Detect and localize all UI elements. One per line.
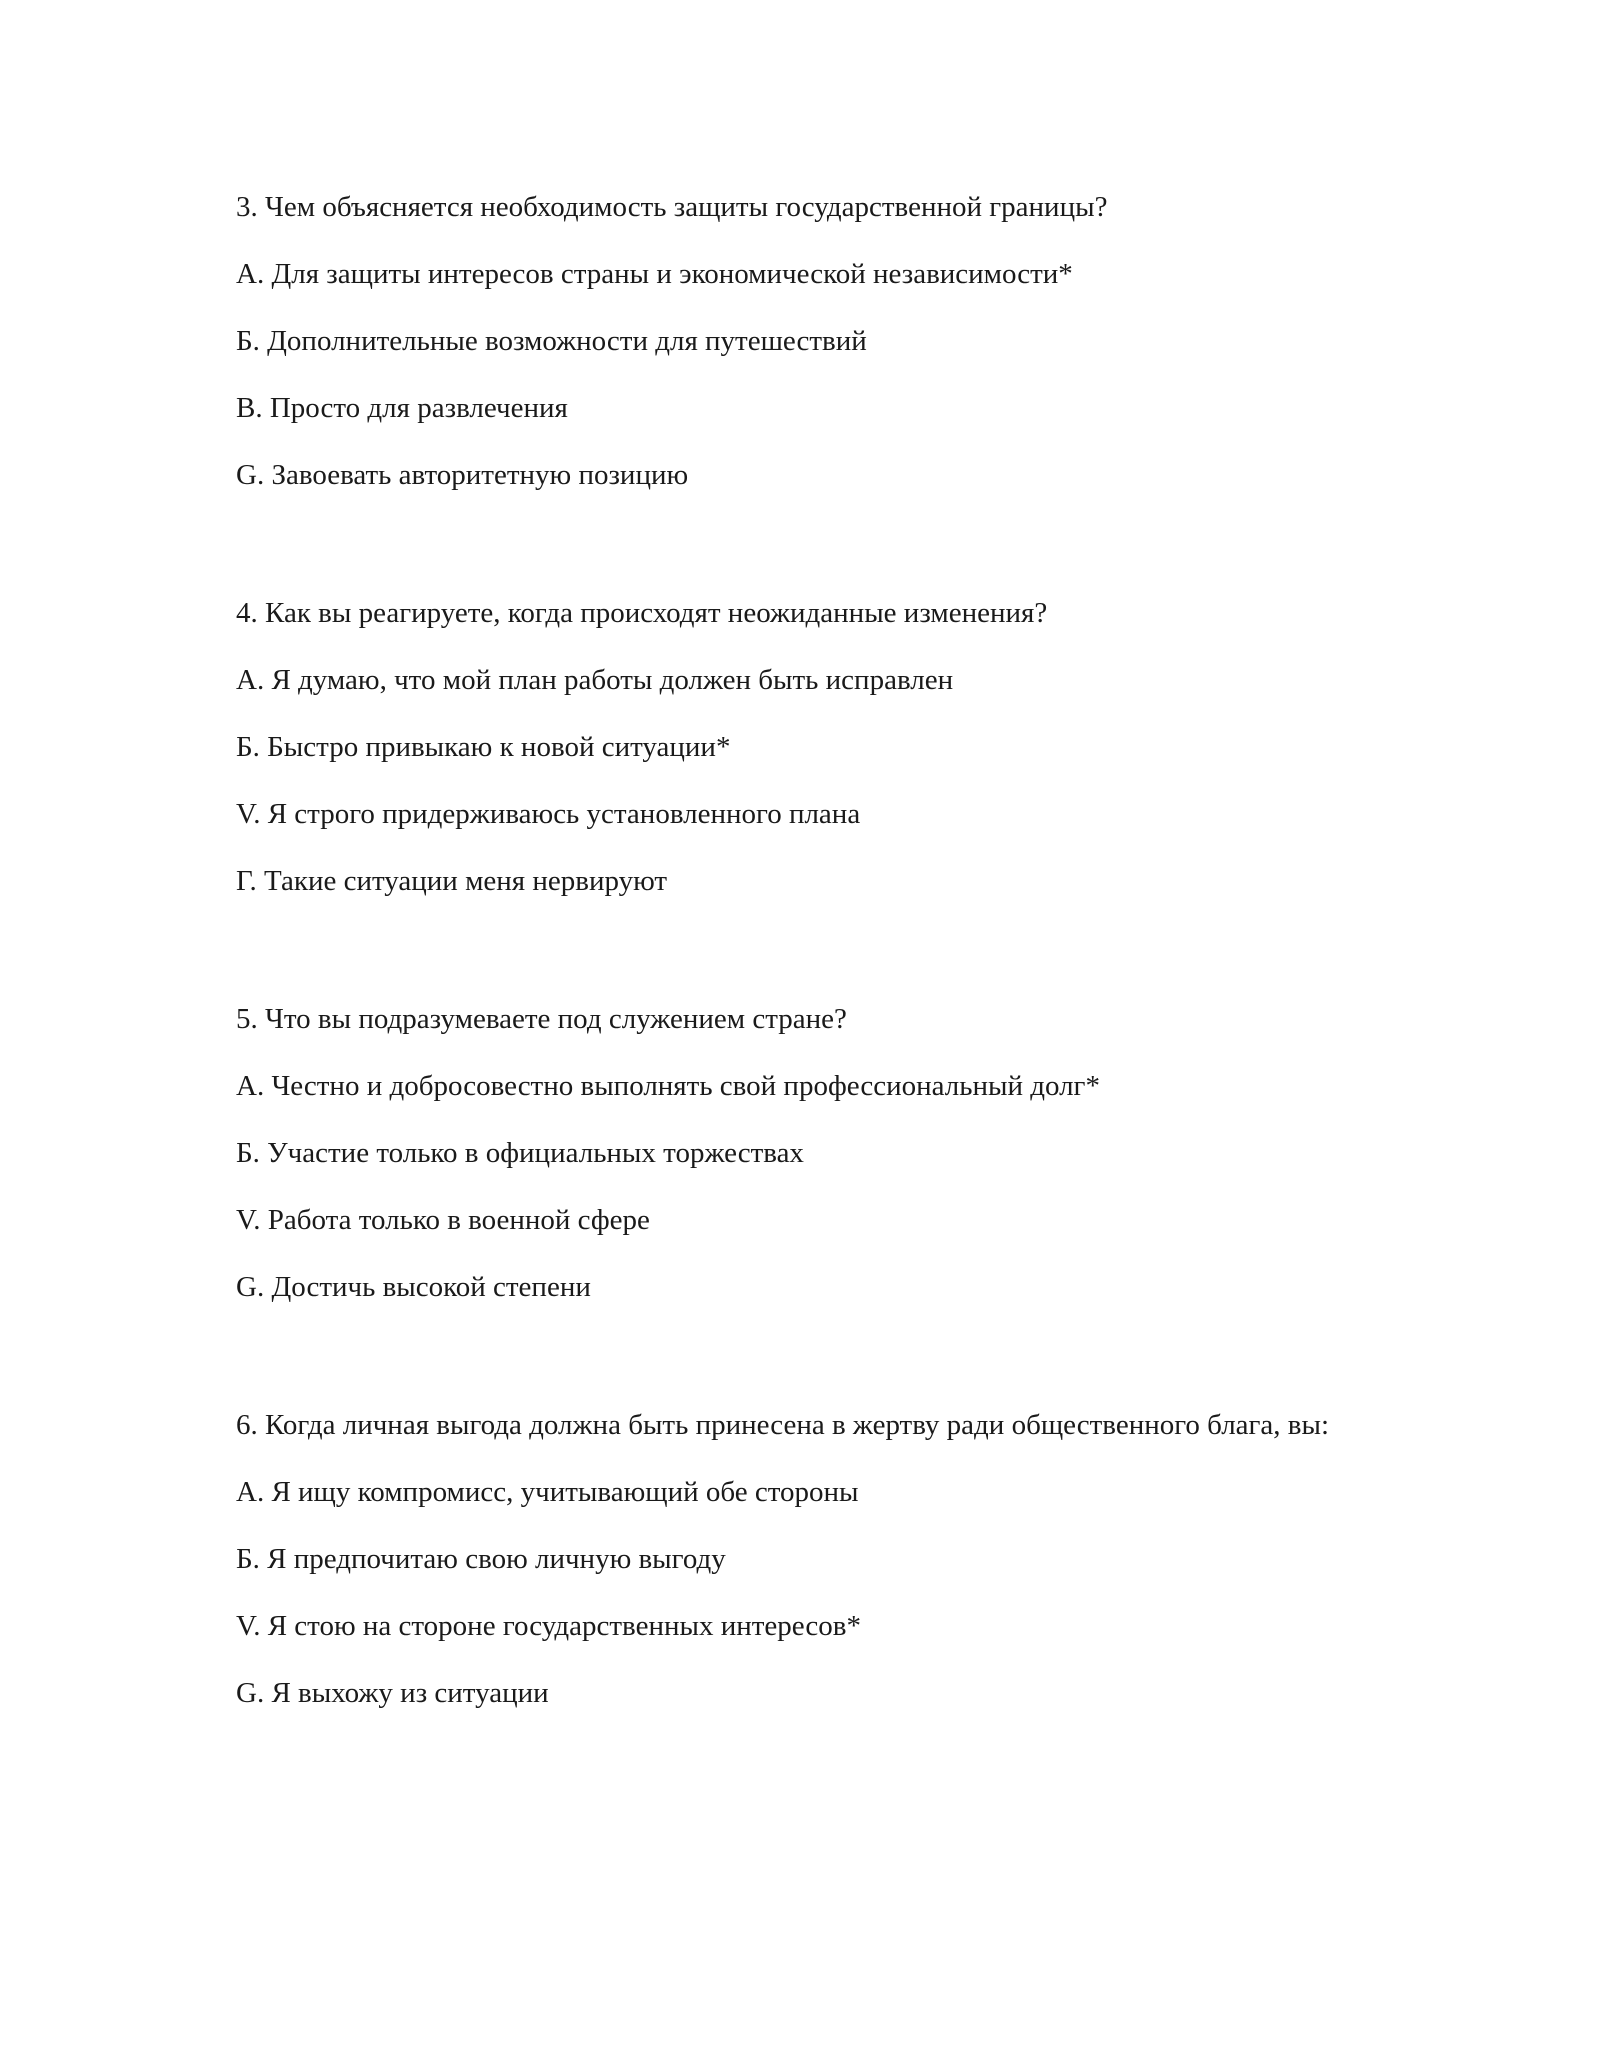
answer-option-c: В. Просто для развлечения	[236, 392, 568, 424]
question-text: 4. Как вы реагируете, когда происходят неожиданные изменения?	[236, 597, 1048, 629]
answer-option-a: A. Я ищу компромисс, учитывающий обе стороны	[236, 1476, 859, 1508]
question-text: 5. Что вы подразумеваете под служением стране?	[236, 1003, 847, 1035]
answer-option-c: V. Я стою на стороне государственных интересов*	[236, 1610, 861, 1642]
answer-option-c: V. Работа только в военной сфере	[236, 1204, 650, 1236]
question-text: 6. Когда личная выгода должна быть принесена в жертву ради общественного блага, вы:	[236, 1409, 1330, 1441]
answer-option-b: Б. Быстро привыкаю к новой ситуации*	[236, 731, 731, 763]
answer-option-b: Б. Я предпочитаю свою личную выгоду	[236, 1543, 726, 1575]
question-text: 3. Чем объясняется необходимость защиты государственной границы?	[236, 191, 1108, 223]
question-block-5	[236, 999, 1336, 1334]
answer-option-d: G. Я выхожу из ситуации	[236, 1677, 549, 1709]
answer-option-b: Б. Участие только в официальных торжествах	[236, 1137, 804, 1169]
answer-option-c: V. Я строго придерживаюсь установленного плана	[236, 798, 861, 830]
answer-option-a: A. Я думаю, что мой план работы должен быть исправлен	[236, 664, 954, 696]
answer-option-b: Б. Дополнительные возможности для путешествий	[236, 325, 867, 357]
answer-option-a: A. Для защиты интересов страны и экономической независимости*	[236, 258, 1073, 290]
question-block-4	[236, 593, 1336, 928]
answer-option-d: G. Достичь высокой степени	[236, 1271, 591, 1303]
answer-option-d: Г. Такие ситуации меня нервируют	[236, 865, 668, 897]
question-block-3	[236, 187, 1336, 522]
question-block-6	[236, 1405, 1336, 1740]
answer-option-d: G. Завоевать авторитетную позицию	[236, 459, 689, 491]
answer-option-a: A. Честно и добросовестно выполнять свой профессиональный долг*	[236, 1070, 1100, 1102]
